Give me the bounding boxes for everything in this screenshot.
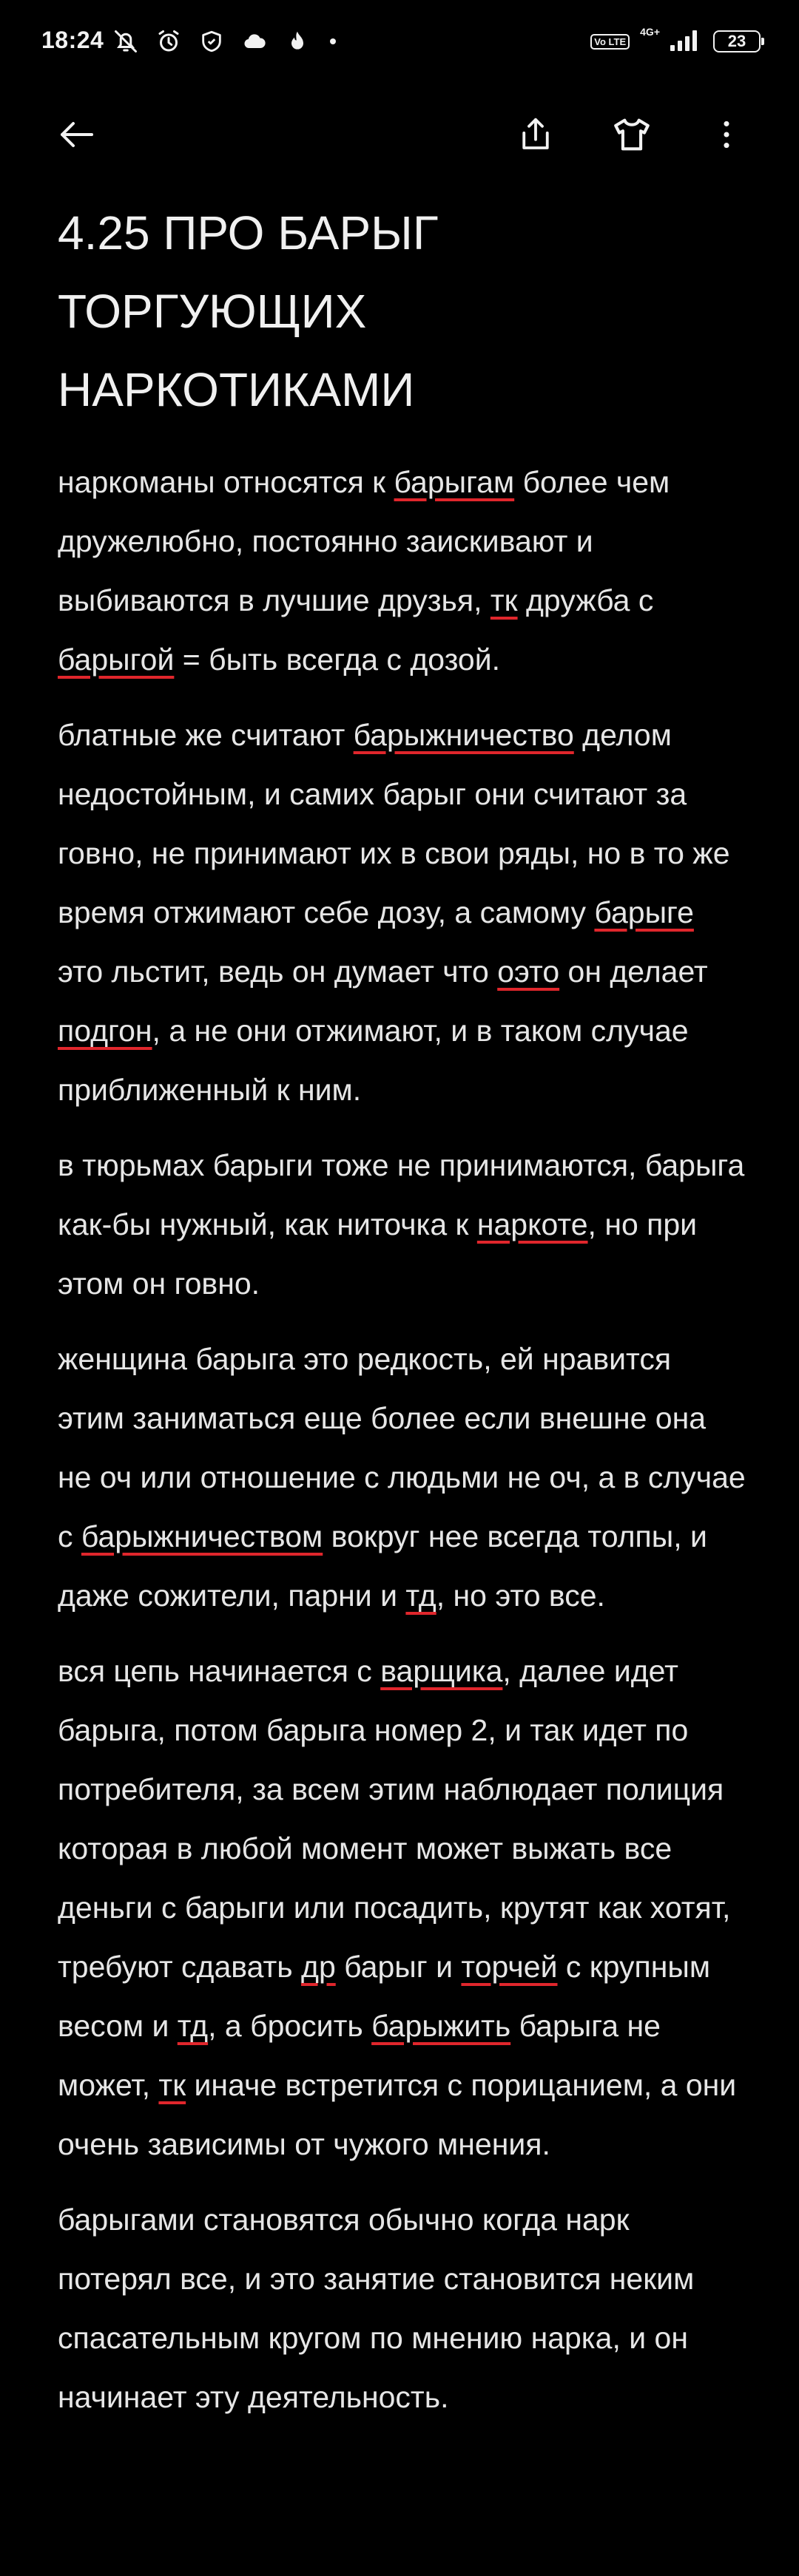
article-paragraph bbox=[58, 1641, 746, 2174]
spellcheck-word: торчей bbox=[461, 1950, 558, 1984]
spellcheck-word: барыжничеством bbox=[81, 1519, 323, 1553]
article-paragraph bbox=[58, 1329, 746, 1625]
text-run: барыг и bbox=[335, 1950, 462, 1984]
article-paragraph bbox=[58, 705, 746, 1119]
article-body bbox=[58, 453, 746, 2443]
text-run: это льстит, ведь он думает что bbox=[58, 955, 498, 989]
top-toolbar bbox=[0, 92, 799, 174]
text-run: иначе встретится с порицанием, а они очень зависимы от чужого мнения. bbox=[58, 2068, 737, 2161]
status-time: 18:24 bbox=[41, 27, 104, 53]
spellcheck-word: барыжить bbox=[371, 2009, 511, 2043]
theme-button[interactable] bbox=[608, 111, 655, 158]
text-run: делом недостойным, и самих барыг они считают за говно, не принимают их в свои ряды, но в то же время отжимают себе дозу, а самому bbox=[58, 718, 730, 929]
article-paragraph bbox=[58, 1136, 746, 1313]
flame-icon bbox=[283, 27, 312, 56]
battery-indicator: 23 bbox=[713, 30, 761, 52]
spellcheck-word: тк bbox=[158, 2068, 186, 2102]
text-run: наркоманы относятся к bbox=[58, 465, 394, 499]
spellcheck-word: подгон bbox=[58, 1014, 152, 1048]
text-run: вся цепь начинается с bbox=[58, 1654, 381, 1688]
spellcheck-word: оэто bbox=[497, 955, 560, 989]
text-run: женщина барыга это редкость, ей нравится этим заниматься еще более если внешне она не оч или отношение с людьми не оч, а в случае с bbox=[58, 1342, 746, 1553]
spellcheck-word: варщика bbox=[380, 1654, 503, 1688]
alarm-icon bbox=[154, 27, 183, 56]
share-icon bbox=[516, 115, 556, 155]
text-run: барыга не может, bbox=[58, 2009, 661, 2102]
network-type: 4G+ bbox=[640, 26, 660, 38]
notification-dot-icon bbox=[330, 38, 336, 44]
more-vertical-icon bbox=[708, 116, 745, 153]
text-run: , а не они отжимают, и в таком случае приближенный к ним. bbox=[58, 1014, 689, 1107]
arrow-left-icon bbox=[55, 112, 99, 157]
article-title: 4.25 ПРО БАРЫГ ТОРГУЮЩИХ НАРКОТИКАМИ bbox=[58, 206, 439, 416]
shield-icon bbox=[197, 27, 226, 56]
text-run: вокруг нее всегда толпы, и даже сожители, парни и bbox=[58, 1519, 707, 1613]
spellcheck-word: барыжничество bbox=[353, 718, 574, 752]
spellcheck-word: наркоте bbox=[476, 1207, 588, 1241]
spellcheck-word: тд bbox=[405, 1579, 436, 1613]
text-run: , но это все. bbox=[436, 1579, 605, 1613]
status-icons-right bbox=[590, 25, 761, 58]
spellcheck-word: тд bbox=[177, 2009, 209, 2043]
article-paragraph bbox=[58, 453, 746, 689]
article-paragraph bbox=[58, 2190, 746, 2427]
signal-icon bbox=[670, 29, 703, 55]
text-run: , далее идет барыга, потом барыга номер 2, и так идет по потребителя, за всем этим наблюдает полиция которая в любой момент может выжать все деньги с барыги или посадить, крутят как хотят, требуют сдавать bbox=[58, 1654, 731, 1984]
text-run: , а бросить bbox=[208, 2009, 372, 2043]
text-run: с крупным весом и bbox=[58, 1950, 711, 2043]
more-button[interactable] bbox=[703, 111, 750, 158]
text-run: барыгами становятся обычно когда нарк потерял все, и это занятие становится неким спасательным кругом по мнению нарка, и он начинает эту деятельность. bbox=[58, 2203, 695, 2414]
status-icons-left bbox=[111, 25, 336, 58]
volte-badge: Vo LTE bbox=[590, 34, 630, 50]
spellcheck-word: барыге bbox=[594, 895, 694, 929]
mute-icon bbox=[111, 27, 141, 56]
text-run: = быть всегда с дозой. bbox=[174, 643, 501, 677]
status-bar bbox=[0, 0, 799, 85]
text-run: он делает bbox=[559, 955, 708, 989]
text-run: блатные же считают bbox=[58, 718, 354, 752]
back-button[interactable] bbox=[53, 111, 101, 158]
cloud-icon bbox=[240, 27, 269, 56]
text-run: более чем дружелюбно, постоянно заискивают и выбиваются в лучшие друзья, bbox=[58, 465, 670, 617]
spellcheck-word: барыгам bbox=[394, 465, 515, 499]
text-run: дружба с bbox=[517, 583, 654, 617]
spellcheck-word: др bbox=[301, 1950, 336, 1984]
text-run: в тюрьмах барыги тоже не принимаются, барыга как-бы нужный, как ниточка к bbox=[58, 1148, 745, 1241]
share-button[interactable] bbox=[512, 111, 559, 158]
tshirt-icon bbox=[610, 113, 653, 156]
spellcheck-word: тк bbox=[490, 583, 518, 617]
text-run: , но при этом он говно. bbox=[58, 1207, 698, 1301]
spellcheck-word: барыгой bbox=[58, 643, 175, 677]
